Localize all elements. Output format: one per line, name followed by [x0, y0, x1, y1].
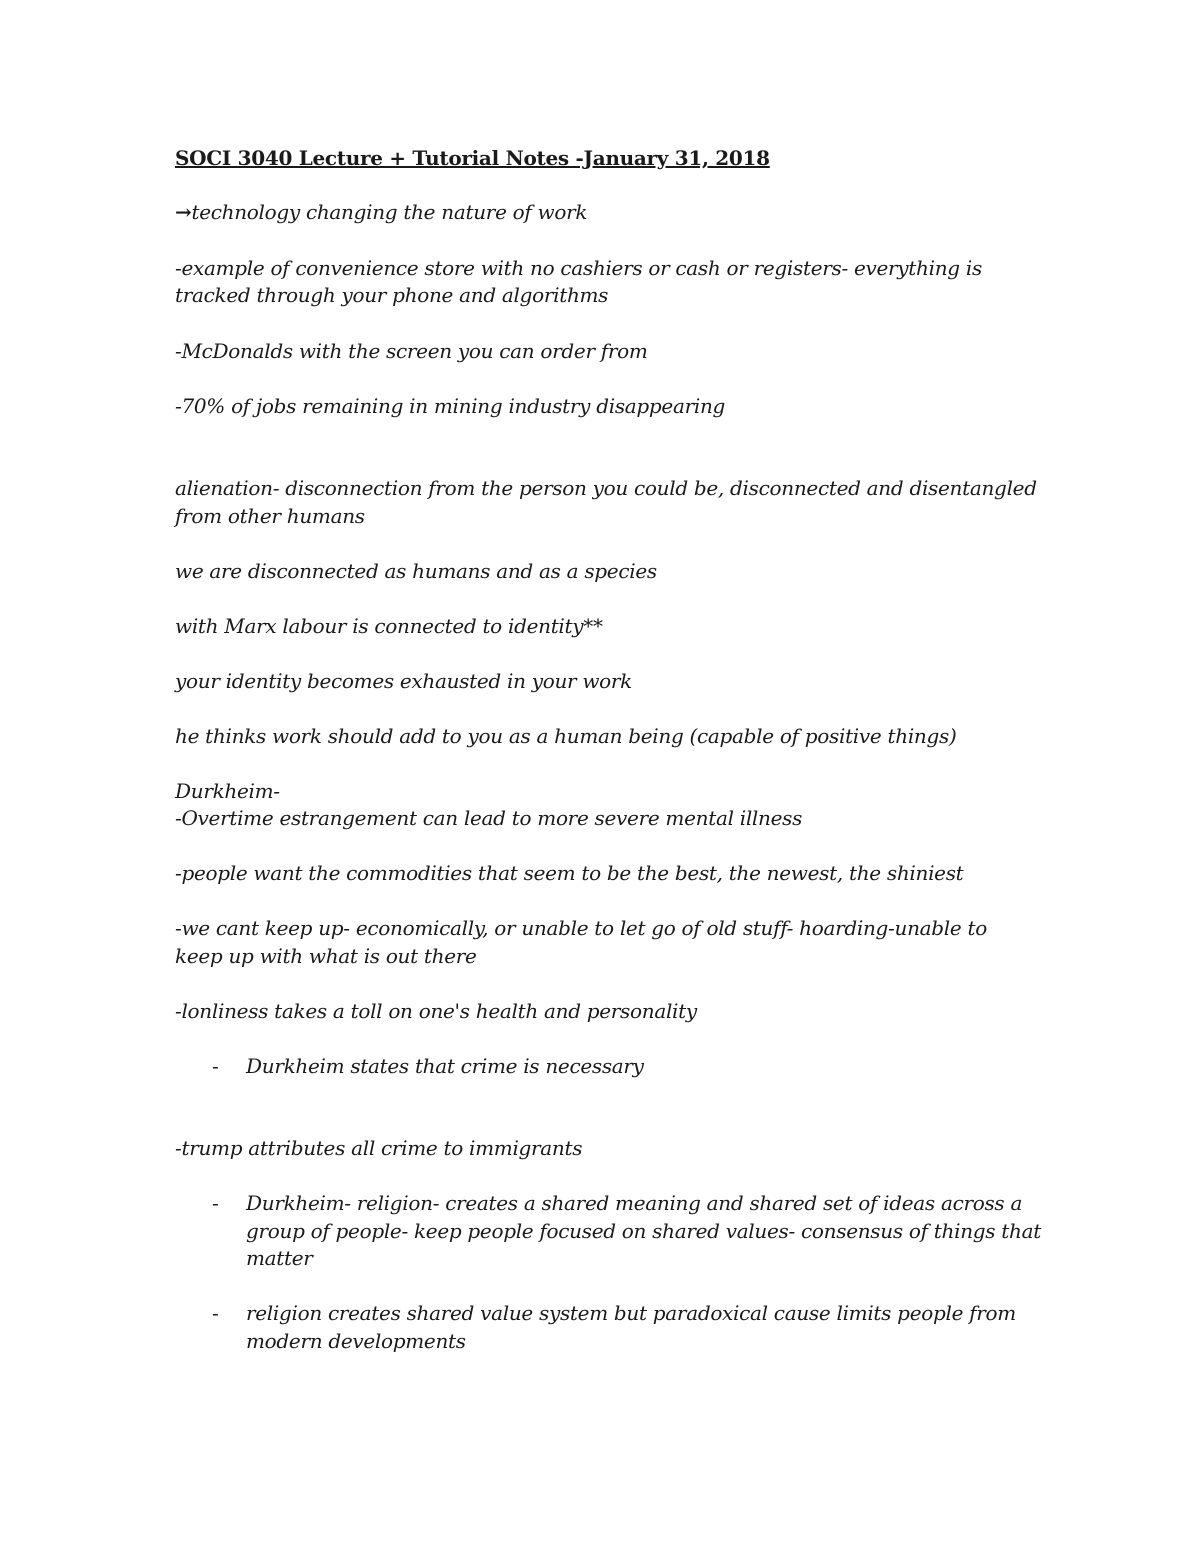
bullet-dash: - — [212, 1054, 219, 1078]
bullet-crime-necessary: Durkheim states that crime is necessary — [246, 1054, 644, 1078]
note-line-estrangement: -Overtime estrangement can lead to more severe mental illness — [175, 806, 803, 830]
bullet-dash: - — [212, 1301, 219, 1325]
note-line-mcdonalds: -McDonalds with the screen you can order from — [175, 339, 648, 363]
bullet-dash: - — [212, 1191, 219, 1215]
bullet-religion-paradox: religion creates shared value system but paradoxical cause limits people from — [246, 1301, 1016, 1325]
note-line-convenience-store-cont: tracked through your phone and algorithms — [175, 283, 609, 307]
note-line-mining-jobs: -70% of jobs remaining in mining industry disappearing — [175, 394, 726, 418]
note-line-technology — [175, 198, 587, 226]
note-line-keep-up-cont: keep up with what is out there — [175, 944, 477, 968]
note-line-loneliness: -lonliness takes a toll on one's health and personality — [175, 999, 697, 1023]
bullet-religion-shared-meaning-cont: matter — [246, 1246, 313, 1270]
bullet-religion-paradox-cont: modern developments — [246, 1329, 466, 1353]
note-line-alienation-cont: from other humans — [175, 504, 365, 528]
note-line-commodities: -people want the commodities that seem to be the best, the newest, the shiniest — [175, 861, 964, 885]
note-text: technology changing the nature of work — [191, 200, 588, 224]
note-line-convenience-store: -example of convenience store with no cashiers or cash or registers- everything is — [175, 256, 982, 280]
note-line-work-adds: he thinks work should add to you as a human being (capable of positive things) — [175, 724, 957, 748]
arrow-right-icon: → — [175, 200, 192, 224]
note-line-identity: your identity becomes exhausted in your work — [175, 669, 632, 693]
note-line-marx-labour: with Marx labour is connected to identity** — [175, 614, 603, 638]
note-line-disconnected: we are disconnected as humans and as a species — [175, 559, 657, 583]
bullet-religion-shared-meaning-cont: group of people- keep people focused on shared values- consensus of things that — [246, 1219, 1041, 1243]
bullet-religion-shared-meaning: Durkheim- religion- creates a shared meaning and shared set of ideas across a — [246, 1191, 1023, 1215]
note-heading-durkheim: Durkheim- — [175, 779, 280, 803]
note-line-keep-up: -we cant keep up- economically, or unable to let go of old stuff- hoarding-unable to — [175, 916, 987, 940]
note-line-trump: -trump attributes all crime to immigrants — [175, 1136, 583, 1160]
page-title: SOCI 3040 Lecture + Tutorial Notes -January 31, 2018 — [175, 146, 770, 170]
note-line-alienation: alienation- disconnection from the person you could be, disconnected and disentangled — [175, 476, 1037, 500]
